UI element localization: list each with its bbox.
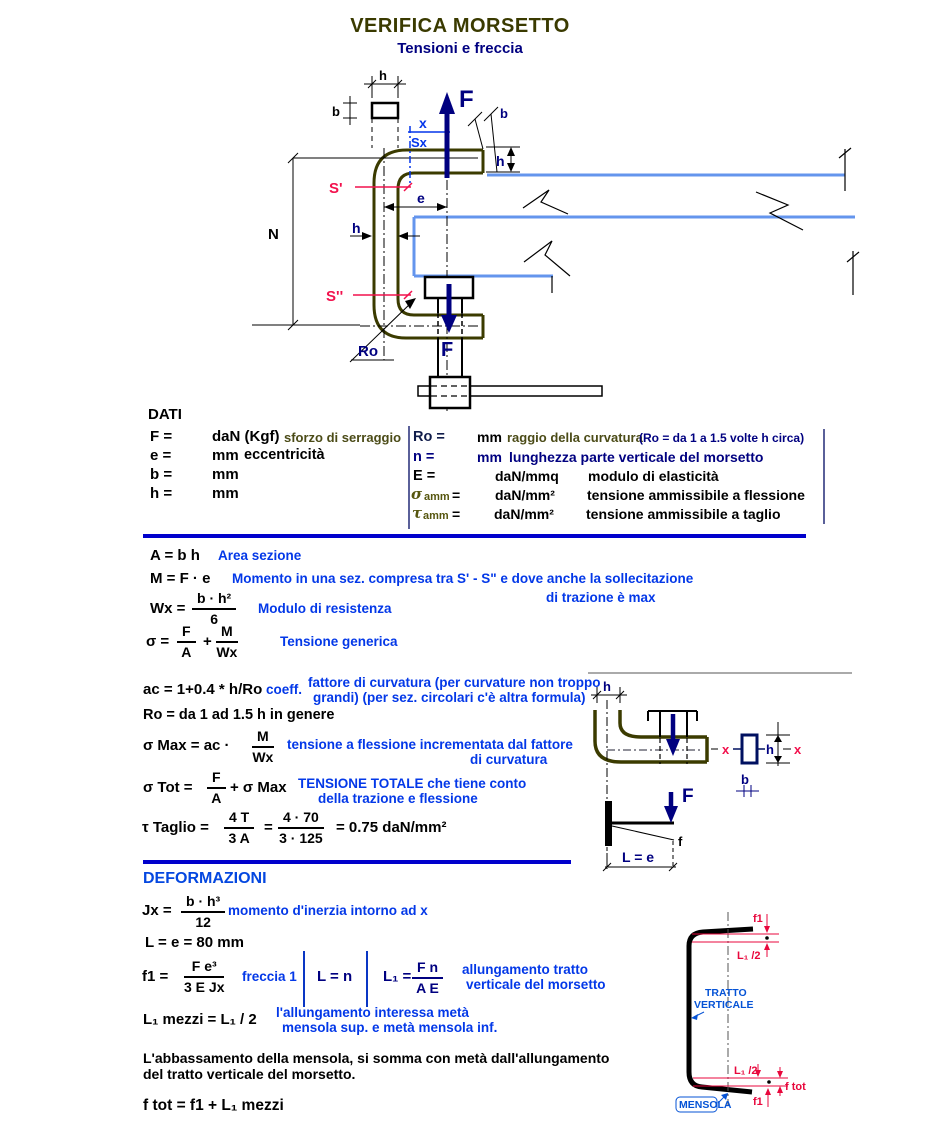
dati-heading: DATI bbox=[148, 406, 182, 423]
note-ac-2: grandi) (per sez. circolari c'è altra formula) bbox=[313, 690, 586, 705]
dati-E-val: daN/mmq bbox=[495, 468, 559, 484]
s-prime-label: S' bbox=[329, 180, 343, 197]
h-right-arrow-up bbox=[507, 147, 515, 156]
note-l1mezzi-1: l'allungamento interessa metà bbox=[276, 1005, 470, 1020]
cantilever-f-label: f bbox=[678, 834, 683, 849]
h-wall-arrow-l bbox=[362, 232, 372, 240]
section-b-label: b bbox=[741, 772, 749, 787]
break-marks bbox=[523, 148, 859, 295]
frac-wx-den: 6 bbox=[210, 610, 218, 627]
s-second-mark bbox=[353, 291, 412, 299]
clamp-body bbox=[374, 150, 483, 338]
paragraph-line-1: L'abbassamento della mensola, si somma con metà dall'allungamento bbox=[143, 1050, 610, 1066]
clamped-plates bbox=[414, 175, 855, 276]
f1-divider-2 bbox=[366, 951, 368, 1007]
formula-l1mezzi: L₁ mezzi = L₁ / 2 bbox=[143, 1011, 257, 1028]
n-dimension bbox=[252, 153, 478, 330]
formula-sigma-plus: + bbox=[203, 633, 212, 650]
note-momento-2: di trazione è max bbox=[546, 590, 656, 605]
tratto-leader-arrow bbox=[691, 1014, 698, 1020]
tratto-label-2: VERTICALE bbox=[694, 999, 754, 1011]
e-arrow-left bbox=[384, 203, 394, 211]
frac-sigma-1-den: A bbox=[181, 643, 192, 660]
frac-jx bbox=[181, 893, 225, 931]
dati-tau-eq: = bbox=[452, 506, 461, 522]
sx-label: Sx bbox=[411, 135, 427, 150]
frac-tau-1 bbox=[224, 809, 254, 847]
rule-before-deformazioni bbox=[143, 860, 571, 864]
bottom-ref-dot bbox=[767, 1080, 771, 1084]
dati-sigma-val: daN/mm² bbox=[495, 487, 555, 503]
force-up-label: F bbox=[459, 86, 474, 113]
dati-sigma-desc: tensione ammissibile a flessione bbox=[587, 487, 805, 503]
frac-wx bbox=[192, 590, 236, 628]
dati-ro-desc: raggio della curvatura bbox=[507, 430, 643, 445]
corner-h-label: h bbox=[603, 679, 611, 694]
h-right-label: h bbox=[496, 153, 505, 169]
dati-n-val: mm bbox=[477, 449, 502, 465]
dati-f-desc: sforzo di serraggio bbox=[284, 430, 402, 445]
dati-tau-greek: τ bbox=[412, 504, 423, 522]
dati-h-sym: h = bbox=[150, 485, 173, 502]
frac-sigma-1-num: F bbox=[177, 623, 196, 643]
frac-sigma-2-den: Wx bbox=[216, 643, 238, 660]
cantilever-le-label: L = e bbox=[622, 849, 655, 865]
frac-sigma-2 bbox=[216, 623, 238, 661]
note-sigma-max-2: di curvatura bbox=[470, 752, 548, 767]
formula-ac-coeff: coeff. bbox=[266, 682, 303, 697]
cantilever-support bbox=[605, 801, 612, 846]
section-h-label: h bbox=[766, 742, 774, 757]
force-up-arrow bbox=[439, 92, 455, 178]
frac-f1-num: F e³ bbox=[184, 958, 224, 978]
note-ac-1: fattore di curvatura (per curvature non troppo bbox=[308, 675, 601, 690]
section-rect bbox=[372, 103, 398, 118]
dati-ro-note: (Ro = da 1 a 1.5 volte h circa) bbox=[639, 431, 805, 445]
formula-ln: L = n bbox=[317, 968, 353, 985]
note-sigma: Tensione generica bbox=[280, 634, 398, 649]
formula-sigma-max: σ Max = ac · bbox=[143, 737, 230, 754]
note-momento-1: Momento in una sez. compresa tra S' - S" e dove anche la sollecitazione bbox=[232, 571, 694, 586]
frac-tau-1-den: 3 A bbox=[228, 829, 250, 846]
x-axis-label: x bbox=[419, 115, 427, 131]
frac-l1-num: F n bbox=[412, 959, 443, 979]
section-h-arrow-down bbox=[774, 756, 782, 763]
dati-h-val: mm bbox=[212, 485, 239, 502]
f1-divider-1 bbox=[303, 951, 305, 1007]
centerlines bbox=[360, 126, 478, 412]
dati-sigma-greek: σ bbox=[411, 485, 423, 503]
frac-tau-2-den: 3 · 125 bbox=[279, 829, 323, 846]
dati-E-sym: E = bbox=[413, 468, 436, 484]
frac-tau-2 bbox=[278, 809, 324, 847]
dati-E-desc: modulo di elasticità bbox=[588, 468, 719, 484]
e-arrow-right bbox=[437, 203, 447, 211]
cantilever-force-label: F bbox=[682, 786, 694, 807]
dati-e-val: mm bbox=[212, 447, 239, 464]
dati-b-sym: b = bbox=[150, 466, 173, 483]
section-rect-small bbox=[742, 735, 757, 763]
paragraph-line-2: del tratto verticale del morsetto. bbox=[143, 1066, 356, 1082]
n-dim-label: N bbox=[268, 226, 279, 243]
frac-sigma-1 bbox=[177, 623, 196, 661]
formula-wx: Wx = bbox=[150, 600, 186, 617]
h-right-arrow-down bbox=[507, 163, 515, 172]
page-title: VERIFICA MORSETTO bbox=[350, 15, 570, 37]
frac-sigma-2-num: M bbox=[216, 623, 238, 643]
note-l1-2: verticale del morsetto bbox=[466, 977, 606, 992]
ftot-arrowhead-up bbox=[777, 1086, 783, 1093]
dati-sigma-eq: = bbox=[452, 487, 461, 503]
s-second-label: S'' bbox=[326, 288, 344, 305]
frac-tau-2-num: 4 · 70 bbox=[278, 809, 324, 829]
projection-dashes bbox=[372, 118, 398, 148]
formula-tau-eq2: = 0.75 daN/mm² bbox=[336, 819, 447, 836]
frac-sigma-tot bbox=[207, 769, 226, 807]
formula-f1: f1 = bbox=[142, 968, 169, 985]
formula-sigma-tot: σ Tot = bbox=[143, 779, 193, 796]
dati-tau-sub: amm bbox=[423, 510, 449, 522]
frac-sigma-max bbox=[252, 728, 274, 766]
frac-l1 bbox=[412, 959, 443, 997]
note-area: Area sezione bbox=[218, 548, 302, 563]
ro-label: Ro bbox=[358, 343, 378, 360]
formula-l1: L₁ = bbox=[383, 968, 412, 985]
dati-tau-desc: tensione ammissibile a taglio bbox=[586, 506, 781, 522]
formula-ac: ac = 1+0.4 * h/Ro bbox=[143, 681, 263, 698]
formula-ro-range: Ro = da 1 ad 1.5 h in genere bbox=[143, 707, 335, 723]
screw-head-block bbox=[430, 377, 470, 408]
dati-n-sym: n = bbox=[413, 449, 435, 465]
l12-bot-label: L₁ /2 bbox=[734, 1065, 758, 1077]
formula-sigma-tot-rhs: + σ Max bbox=[230, 779, 287, 796]
frac-tau-1-num: 4 T bbox=[224, 809, 254, 829]
l12-top-arrowhead bbox=[764, 943, 770, 950]
note-sigma-tot-2: della trazione e flessione bbox=[318, 791, 478, 806]
h-wall-label: h bbox=[352, 220, 361, 236]
formula-area: A = b h bbox=[150, 547, 200, 564]
corner-diagram bbox=[575, 665, 865, 880]
b-left-dimension bbox=[343, 96, 357, 125]
formula-le80: L = e = 80 mm bbox=[145, 934, 244, 951]
dati-ro-sym: Ro = bbox=[413, 429, 445, 445]
cantilever-deflected bbox=[612, 826, 674, 840]
dati-ro-val: mm bbox=[477, 429, 502, 445]
note-sigma-tot-1: TENSIONE TOTALE che tiene conto bbox=[298, 776, 527, 791]
formula-ftot: f tot = f1 + L₁ mezzi bbox=[143, 1097, 284, 1114]
clamp-drawing bbox=[230, 60, 870, 415]
frac-wx-num: b · h² bbox=[192, 590, 236, 610]
tratto-label-1: TRATTO bbox=[705, 987, 747, 999]
dati-f-val: daN (Kgf) bbox=[212, 428, 280, 445]
b-left-label: b bbox=[332, 104, 340, 119]
dati-n-desc: lunghezza parte verticale del morsetto bbox=[509, 449, 764, 465]
frac-l1-den: A E bbox=[416, 979, 439, 996]
dati-f-sym: F = bbox=[150, 428, 173, 445]
dati-divider-right bbox=[823, 429, 825, 524]
frac-f1-den: 3 E Jx bbox=[184, 978, 225, 995]
formula-jx: Jx = bbox=[142, 902, 172, 919]
e-dim-label: e bbox=[417, 190, 425, 206]
top-ref-dot bbox=[765, 936, 769, 940]
formula-momento: M = F · e bbox=[150, 570, 211, 587]
dati-e-sym: e = bbox=[150, 447, 172, 464]
f1-top-label: f1 bbox=[753, 913, 763, 925]
f1-top-arrowhead bbox=[764, 926, 770, 933]
h-top-label: h bbox=[379, 68, 387, 83]
section-x-right: x bbox=[794, 742, 802, 757]
frac-jx-num: b · h³ bbox=[181, 893, 225, 913]
note-wx: Modulo di resistenza bbox=[258, 601, 392, 616]
ftot-label: f tot bbox=[785, 1081, 806, 1093]
note-jx: momento d'inerzia intorno ad x bbox=[228, 903, 428, 918]
note-f1: freccia 1 bbox=[242, 969, 297, 984]
formula-tau: τ Taglio = bbox=[142, 819, 209, 836]
note-l1mezzi-2: mensola sup. e metà mensola inf. bbox=[282, 1020, 498, 1035]
f1-bot-label: f1 bbox=[753, 1096, 763, 1108]
dati-e-desc: eccentricità bbox=[244, 447, 325, 463]
mensola-label: MENSOLA bbox=[679, 1099, 732, 1111]
note-l1-1: allungamento tratto bbox=[462, 962, 589, 977]
deformation-diagram bbox=[675, 895, 890, 1130]
frac-sigma-max-num: M bbox=[252, 728, 274, 748]
ftot-arrowhead-down bbox=[777, 1071, 783, 1078]
dati-sigma-sub: amm bbox=[424, 491, 450, 503]
f1-bot-arrowhead bbox=[765, 1088, 771, 1095]
frac-jx-den: 12 bbox=[195, 913, 211, 930]
section-h-arrow-up bbox=[774, 735, 782, 742]
dati-b-val: mm bbox=[212, 466, 239, 483]
b-right-label: b bbox=[500, 106, 508, 121]
dati-divider bbox=[408, 426, 410, 529]
frac-f1 bbox=[184, 958, 224, 996]
l12-top-label: L₁ /2 bbox=[737, 950, 761, 962]
corner-body bbox=[595, 710, 707, 762]
top-red-dims bbox=[692, 914, 779, 957]
frac-sigma-tot-num: F bbox=[207, 769, 226, 789]
note-sigma-max-1: tensione a flessione incrementata dal fattore bbox=[287, 737, 573, 752]
dati-tau-val: daN/mm² bbox=[494, 506, 554, 522]
frac-sigma-tot-den: A bbox=[211, 789, 222, 806]
rule-after-dati bbox=[143, 534, 806, 538]
force-down-label: F bbox=[441, 339, 454, 361]
deformazioni-heading: DEFORMAZIONI bbox=[143, 870, 267, 887]
cantilever-force-arrow bbox=[664, 792, 678, 823]
formula-sigma: σ = bbox=[146, 633, 170, 650]
section-x-left: x bbox=[722, 742, 730, 757]
frac-sigma-max-den: Wx bbox=[252, 748, 274, 765]
page-subtitle: Tensioni e freccia bbox=[397, 40, 523, 57]
formula-tau-eq1: = bbox=[264, 819, 273, 836]
